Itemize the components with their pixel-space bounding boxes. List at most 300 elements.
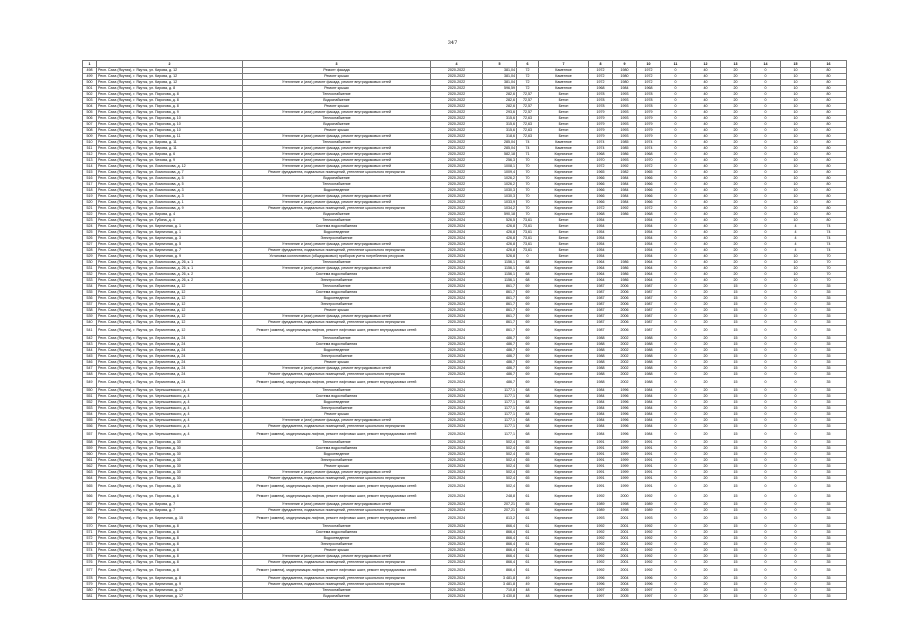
table-cell: 20	[721, 200, 751, 206]
table-cell: 0	[661, 278, 691, 284]
table-cell: Респ. Саха (Якутия), г. Якутск, ул. Пирогова, д. 8	[97, 524, 243, 530]
table-cell: 15	[721, 576, 751, 582]
table-cell: 65	[517, 464, 539, 470]
table-cell: 1991	[589, 452, 613, 458]
table-cell: 35	[811, 470, 847, 476]
table-cell: 65	[517, 508, 539, 514]
table-cell: 35	[811, 388, 847, 394]
table-cell: 2020-2024	[431, 372, 483, 378]
table-cell: 35	[811, 372, 847, 378]
table-cell: 20	[721, 164, 751, 170]
table-cell: 1979	[589, 110, 613, 116]
table-cell: 1987	[589, 320, 613, 326]
table-cell: 503	[83, 98, 97, 104]
table-cell: 0	[661, 194, 691, 200]
table-cell: 2020-2024	[431, 284, 483, 290]
table-cell: Респ. Саха (Якутия), г. Якутск, ул. Пирогова, д. 8	[97, 536, 243, 542]
table-cell: 1987	[589, 302, 613, 308]
table-cell: 2020-2024	[431, 218, 483, 224]
table-cell: 551	[83, 394, 97, 400]
table-cell: 40	[691, 164, 721, 170]
table-cell: 207,21	[483, 508, 517, 514]
table-cell: 256,3	[483, 158, 517, 164]
table-cell: Теплоснабжение	[243, 440, 431, 446]
table-cell: 505	[83, 110, 97, 116]
table-cell: 1984	[637, 424, 661, 430]
table-cell: 502,4	[483, 470, 517, 476]
table-cell: Утепление и (или) ремонт фасада, ремонт внутридомовых сетей	[243, 194, 431, 200]
table-cell: 40	[691, 140, 721, 146]
table-cell: 49	[517, 576, 539, 582]
table-cell: 1030,3	[483, 194, 517, 200]
table-cell: 1156,1	[483, 278, 517, 284]
table-cell: 0	[661, 158, 691, 164]
table-cell: 1999	[613, 464, 637, 470]
table-cell: Респ. Саха (Якутия), г. Якутск, ул. Пирогова, д. 30	[97, 446, 243, 452]
table-cell: 20	[721, 98, 751, 104]
table-cell: 0	[661, 492, 691, 502]
table-cell: 0	[751, 320, 781, 326]
table-cell: 0	[751, 424, 781, 430]
table-cell: Кирпичное	[539, 508, 589, 514]
table-row	[83, 430, 847, 440]
table-cell: 0	[661, 372, 691, 378]
table-cell: Респ. Саха (Якутия), г. Якутск, ул. Пирогова, д. 30	[97, 440, 243, 446]
table-cell: Ремонт фасада	[243, 68, 431, 74]
table-cell: 1993	[613, 98, 637, 104]
table-cell: 0	[661, 170, 691, 176]
table-cell: 2020-2022	[431, 86, 483, 92]
table-cell: 0	[751, 122, 781, 128]
table-cell: Теплоснабжение	[243, 388, 431, 394]
table-cell: Респ. Саха (Якутия), г. Якутск, ул. Пирогова, д. 8	[97, 560, 243, 566]
table-cell: Респ. Саха (Якутия), г. Якутск, ул. Кирова, д. 4	[97, 212, 243, 218]
table-cell: 0	[661, 446, 691, 452]
table-cell: Кирпичное	[539, 366, 589, 372]
table-cell: 1988	[637, 366, 661, 372]
table-cell: 35	[811, 326, 847, 336]
table-cell: 542	[83, 336, 97, 342]
table-cell: 15	[721, 430, 751, 440]
column-header: 3	[243, 61, 431, 68]
table-cell: 2020-2024	[431, 242, 483, 248]
table-cell: 1964	[589, 266, 613, 272]
table-cell: 549	[83, 378, 97, 388]
table-cell: 866,4	[483, 548, 517, 554]
table-cell: Ремонт (замена), модернизация лифтов, ремонт лифтовых шахт, ремонт внутридомовых сетей	[243, 566, 431, 576]
table-cell: 0	[751, 206, 781, 212]
table-cell: 72,57	[517, 92, 539, 98]
table-cell: 502,4	[483, 482, 517, 492]
table-cell: 10	[781, 212, 811, 218]
table-cell: 1974	[637, 140, 661, 146]
table-cell: 1954	[637, 218, 661, 224]
table-cell: 529	[83, 254, 97, 260]
table-cell: 1978	[637, 92, 661, 98]
table-cell: 1993	[613, 128, 637, 134]
table-cell: 570	[83, 524, 97, 530]
table-cell: Кирпичное	[539, 314, 589, 320]
table-cell: 0	[661, 272, 691, 278]
table-cell: 72	[517, 68, 539, 74]
table-cell: 0	[661, 104, 691, 110]
table-cell: 35	[811, 508, 847, 514]
table-cell: 1026,2	[483, 176, 517, 182]
table-cell: 381,04	[483, 68, 517, 74]
table-cell: 4	[781, 242, 811, 248]
table-cell: 866,4	[483, 566, 517, 576]
table-cell: Теплоснабжение	[243, 588, 431, 594]
table-cell: 1988	[589, 336, 613, 342]
table-cell: 1996	[589, 582, 613, 588]
table-cell: 0	[751, 254, 781, 260]
table-cell: 15	[721, 566, 751, 576]
table-cell: 48	[517, 588, 539, 594]
table-cell: 1034,2	[483, 206, 517, 212]
table-cell: 1979	[637, 128, 661, 134]
table-cell: Респ. Саха (Якутия), г. Якутск, ул. Кирпичная, д. 15	[97, 514, 243, 524]
table-cell: 581	[83, 594, 97, 600]
table-cell: 15	[721, 536, 751, 542]
table-cell: Кирпичное	[539, 260, 589, 266]
table-cell: 568	[83, 508, 97, 514]
table-cell: 15	[721, 502, 751, 508]
table-cell: Кирпичное	[539, 588, 589, 594]
table-cell: Ремонт крыши	[243, 74, 431, 80]
table-cell: 1987	[637, 296, 661, 302]
table-cell: 1991	[589, 458, 613, 464]
table-cell: 40	[691, 158, 721, 164]
table-cell: 2006	[613, 320, 637, 326]
table-cell: 70	[517, 200, 539, 206]
table-cell: 20	[721, 242, 751, 248]
table-cell: 0	[781, 566, 811, 576]
table-cell: 0	[751, 194, 781, 200]
table-cell: Респ. Саха (Якутия), г. Якутск, ул. Кирова, д. 8	[97, 86, 243, 92]
table-cell: 0	[661, 406, 691, 412]
table-cell: 1974	[637, 146, 661, 152]
table-cell: Респ. Саха (Якутия), г. Якутск, ул. Ломоносова, д. 3	[97, 194, 243, 200]
table-cell: 0	[661, 248, 691, 254]
table-cell: 73,61	[517, 236, 539, 242]
table-cell: Система водоснабжения	[243, 394, 431, 400]
table-cell: 15	[721, 440, 751, 446]
table-cell: 1996	[613, 388, 637, 394]
table-cell: 61	[517, 514, 539, 524]
table-cell: 35	[811, 290, 847, 296]
table-cell: 861,7	[483, 302, 517, 308]
table-cell: 0	[661, 92, 691, 98]
table-cell: 15	[721, 492, 751, 502]
table-cell: 0	[751, 278, 781, 284]
table-cell: Кирпичное	[539, 284, 589, 290]
table-cell: 0	[661, 470, 691, 476]
table-cell: 80	[811, 158, 847, 164]
table-cell: 0	[781, 476, 811, 482]
table-cell: Респ. Саха (Якутия), г. Якутск, ул. Пирогова, д. 11	[97, 134, 243, 140]
table-cell: 1996	[613, 412, 637, 418]
table-cell: 80	[811, 218, 847, 224]
table-cell: 866,4	[483, 524, 517, 530]
table-cell: 426,8	[483, 230, 517, 236]
table-cell: 0	[661, 236, 691, 242]
table-cell: 207,21	[483, 502, 517, 508]
table-cell: Респ. Саха (Якутия), г. Якутск, ул. Лермонтова, д. 24	[97, 378, 243, 388]
table-cell: 20	[691, 576, 721, 582]
table-cell: Теплоснабжение	[243, 140, 431, 146]
table-cell: 1972	[637, 164, 661, 170]
table-cell: 80	[811, 104, 847, 110]
table-cell: Респ. Саха (Якутия), г. Якутск, ул. Пирогова, д. 30	[97, 470, 243, 476]
table-cell: 0	[751, 542, 781, 548]
table-cell: 500	[83, 80, 97, 86]
table-cell: 318,6	[483, 134, 517, 140]
table-cell: 1965	[637, 170, 661, 176]
table-cell: 0	[661, 508, 691, 514]
column-header: 4	[431, 61, 483, 68]
table-cell: 80	[811, 80, 847, 86]
table-cell: 0	[751, 128, 781, 134]
table-cell: 15	[721, 314, 751, 320]
table-cell: 2020-2024	[431, 524, 483, 530]
table-cell: Водоснабжение	[243, 176, 431, 182]
table-cell: Кирпичное	[539, 326, 589, 336]
table-cell: 15	[721, 406, 751, 412]
table-cell: 3 481,8	[483, 582, 517, 588]
table-cell: 35	[811, 576, 847, 582]
table-cell: 72,57	[517, 98, 539, 104]
table-cell: 15	[721, 372, 751, 378]
table-cell: 15	[721, 378, 751, 388]
table-cell: 1993	[613, 134, 637, 140]
table-cell: 0	[781, 394, 811, 400]
table-cell: Кирпичное	[539, 566, 589, 576]
table-cell: 2006	[613, 296, 637, 302]
table-cell: 35	[811, 492, 847, 502]
table-cell: 74	[811, 236, 847, 242]
table-cell: 35	[811, 548, 847, 554]
table-cell: Водоотведение	[243, 296, 431, 302]
table-cell: 2020-2024	[431, 272, 483, 278]
table-cell: 0	[751, 406, 781, 412]
table-cell: 1979	[637, 122, 661, 128]
table-cell: 0	[751, 266, 781, 272]
table-cell: 70	[517, 212, 539, 218]
table-cell: 10	[781, 218, 811, 224]
table-cell: 1988	[589, 348, 613, 354]
table-cell: 80	[811, 176, 847, 182]
table-cell: Электроснабжение	[243, 354, 431, 360]
table-cell: 80	[811, 212, 847, 218]
table-cell: 1991	[637, 476, 661, 482]
table-cell: 0	[661, 182, 691, 188]
table-cell: 0	[661, 308, 691, 314]
table-cell: 20	[721, 170, 751, 176]
table-cell: 0	[661, 342, 691, 348]
table-cell: 1030,3	[483, 188, 517, 194]
table-cell: Респ. Саха (Якутия), г. Якутск, ул. Кирова, д. 7	[97, 502, 243, 508]
table-cell: 0	[751, 326, 781, 336]
table-cell: Респ. Саха (Якутия), г. Якутск, ул. Лермонтова, д. 12	[97, 314, 243, 320]
table-cell: 1988	[637, 372, 661, 378]
table-cell: 1156,1	[483, 272, 517, 278]
table-cell: 20	[691, 446, 721, 452]
table-cell: Респ. Саха (Якутия), г. Якутск, ул. Пирогова, д. 9	[97, 110, 243, 116]
table-cell: Каменное	[539, 146, 589, 152]
table-cell: 0	[781, 388, 811, 394]
table-cell: Респ. Саха (Якутия), г. Якутск, ул. Кирова, д. 12	[97, 80, 243, 86]
table-cell: Кирпичное	[539, 394, 589, 400]
table-cell: 1987	[589, 284, 613, 290]
table-cell: 80	[811, 152, 847, 158]
table-cell: 1991	[637, 470, 661, 476]
table-cell: 20	[721, 212, 751, 218]
table-cell: 20	[691, 412, 721, 418]
table-cell: 20	[691, 320, 721, 326]
register-table	[82, 60, 847, 600]
table-cell: 2005	[613, 594, 637, 600]
table-cell: 866,4	[483, 560, 517, 566]
table-cell: 0	[661, 412, 691, 418]
table-cell: 40	[691, 176, 721, 182]
table-cell: 15	[721, 336, 751, 342]
table-cell: 0	[781, 342, 811, 348]
table-cell: Кирпичное	[539, 530, 589, 536]
table-cell: 1972	[637, 206, 661, 212]
table-cell: Респ. Саха (Якутия), г. Якутск, ул. Кирова, д. 11	[97, 146, 243, 152]
table-cell: 1987	[637, 308, 661, 314]
table-cell: Бетон	[539, 134, 589, 140]
table-cell: Бетон	[539, 254, 589, 260]
table-cell: 1982	[613, 170, 637, 176]
table-cell: 0	[661, 68, 691, 74]
table-cell: 530	[83, 260, 97, 266]
table-cell: 1972	[637, 80, 661, 86]
table-cell: 20	[691, 372, 721, 378]
table-cell: 1992	[589, 566, 613, 576]
table-cell: 40	[691, 218, 721, 224]
table-cell: 1996	[589, 576, 613, 582]
table-cell: 40	[691, 254, 721, 260]
table-cell: 512	[83, 152, 97, 158]
table-cell: 1954	[637, 236, 661, 242]
table-cell: 0	[781, 412, 811, 418]
table-cell: 0	[751, 492, 781, 502]
table-cell: 2020-2024	[431, 430, 483, 440]
table-cell: 10	[781, 104, 811, 110]
table-cell: 0	[661, 588, 691, 594]
table-cell: Респ. Саха (Якутия), г. Якутск, ул. Пирогова, д. 8	[97, 530, 243, 536]
table-cell: 20	[691, 566, 721, 576]
table-cell: Респ. Саха (Якутия), г. Якутск, ул. Кирова, д. 12	[97, 74, 243, 80]
table-cell: 0	[751, 290, 781, 296]
table-cell: 20	[691, 514, 721, 524]
table-cell: 2020-2024	[431, 394, 483, 400]
table-cell: 486,7	[483, 342, 517, 348]
table-cell: 1966	[637, 194, 661, 200]
table-cell: 293,6	[483, 110, 517, 116]
table-cell: Кирпичное	[539, 354, 589, 360]
table-cell: 69	[517, 342, 539, 348]
table-cell: 2006	[613, 284, 637, 290]
table-cell: 1966	[637, 176, 661, 182]
table-cell: 0	[517, 254, 539, 260]
table-cell: 502,4	[483, 440, 517, 446]
table-cell: 80	[811, 146, 847, 152]
table-cell: 0	[751, 508, 781, 514]
table-cell: 1992	[613, 164, 637, 170]
table-cell: 80	[811, 128, 847, 134]
table-cell: 72	[517, 86, 539, 92]
table-cell: 502,4	[483, 464, 517, 470]
table-cell: 1009,4	[483, 170, 517, 176]
table-cell: 1979	[589, 122, 613, 128]
table-cell: 1972	[589, 68, 613, 74]
table-cell: 1984	[613, 182, 637, 188]
table-cell: 20	[691, 424, 721, 430]
table-cell: 70	[811, 260, 847, 266]
table-cell: 35	[811, 400, 847, 406]
table-cell: Утепление и (или) ремонт фасада, ремонт внутридомовых сетей	[243, 158, 431, 164]
table-cell: 74	[517, 140, 539, 146]
table-cell: 20	[691, 508, 721, 514]
table-cell: 2020-2024	[431, 378, 483, 388]
table-cell: 15	[721, 394, 751, 400]
table-cell: 1156,1	[483, 260, 517, 266]
table-cell: 1986	[613, 260, 637, 266]
table-cell: 0	[661, 458, 691, 464]
table-cell: 68	[517, 412, 539, 418]
table-cell: 40	[691, 104, 721, 110]
table-cell: Каменное	[539, 86, 589, 92]
table-cell: 0	[661, 320, 691, 326]
table-cell: 2020-2022	[431, 194, 483, 200]
table-cell: 35	[811, 542, 847, 548]
table-cell: Утепление и (или) ремонт фасада, ремонт внутридомовых сетей	[243, 242, 431, 248]
table-cell: 1177,1	[483, 430, 517, 440]
table-cell: 40	[691, 200, 721, 206]
table-cell: 2020-2024	[431, 476, 483, 482]
table-cell: 15	[721, 508, 751, 514]
table-cell: Респ. Саха (Якутия), г. Якутск, ул. Кирпичная, д. 3	[97, 236, 243, 242]
table-cell: 72,63	[517, 116, 539, 122]
table-cell: Ремонт фундамента, подвальных помещений, утепление цокольного перекрытия	[243, 320, 431, 326]
table-cell: 1989	[589, 502, 613, 508]
table-cell: 35	[811, 530, 847, 536]
table-cell: Ремонт крыши	[243, 412, 431, 418]
table-cell: Система водоснабжения	[243, 290, 431, 296]
table-cell: 1988	[637, 360, 661, 366]
table-cell: Водоотведение	[243, 452, 431, 458]
table-cell: 2020-2024	[431, 400, 483, 406]
table-cell: 20	[691, 418, 721, 424]
table-cell: 522	[83, 212, 97, 218]
table-cell: 69	[517, 290, 539, 296]
table-cell: 0	[661, 452, 691, 458]
table-cell: 521	[83, 206, 97, 212]
register-table-container	[82, 60, 846, 600]
table-cell: 0	[661, 80, 691, 86]
table-cell: Ремонт (замена), модернизация лифтов, ремонт лифтовых шахт, ремонт внутридомовых сетей	[243, 378, 431, 388]
table-cell: 546	[83, 360, 97, 366]
column-header: 7	[539, 61, 589, 68]
table-cell: 1984	[637, 412, 661, 418]
table-cell: 0	[781, 430, 811, 440]
table-cell: 15	[721, 342, 751, 348]
table-cell: 20	[721, 158, 751, 164]
table-cell: 1993	[613, 122, 637, 128]
table-cell: Водоотведение	[243, 188, 431, 194]
